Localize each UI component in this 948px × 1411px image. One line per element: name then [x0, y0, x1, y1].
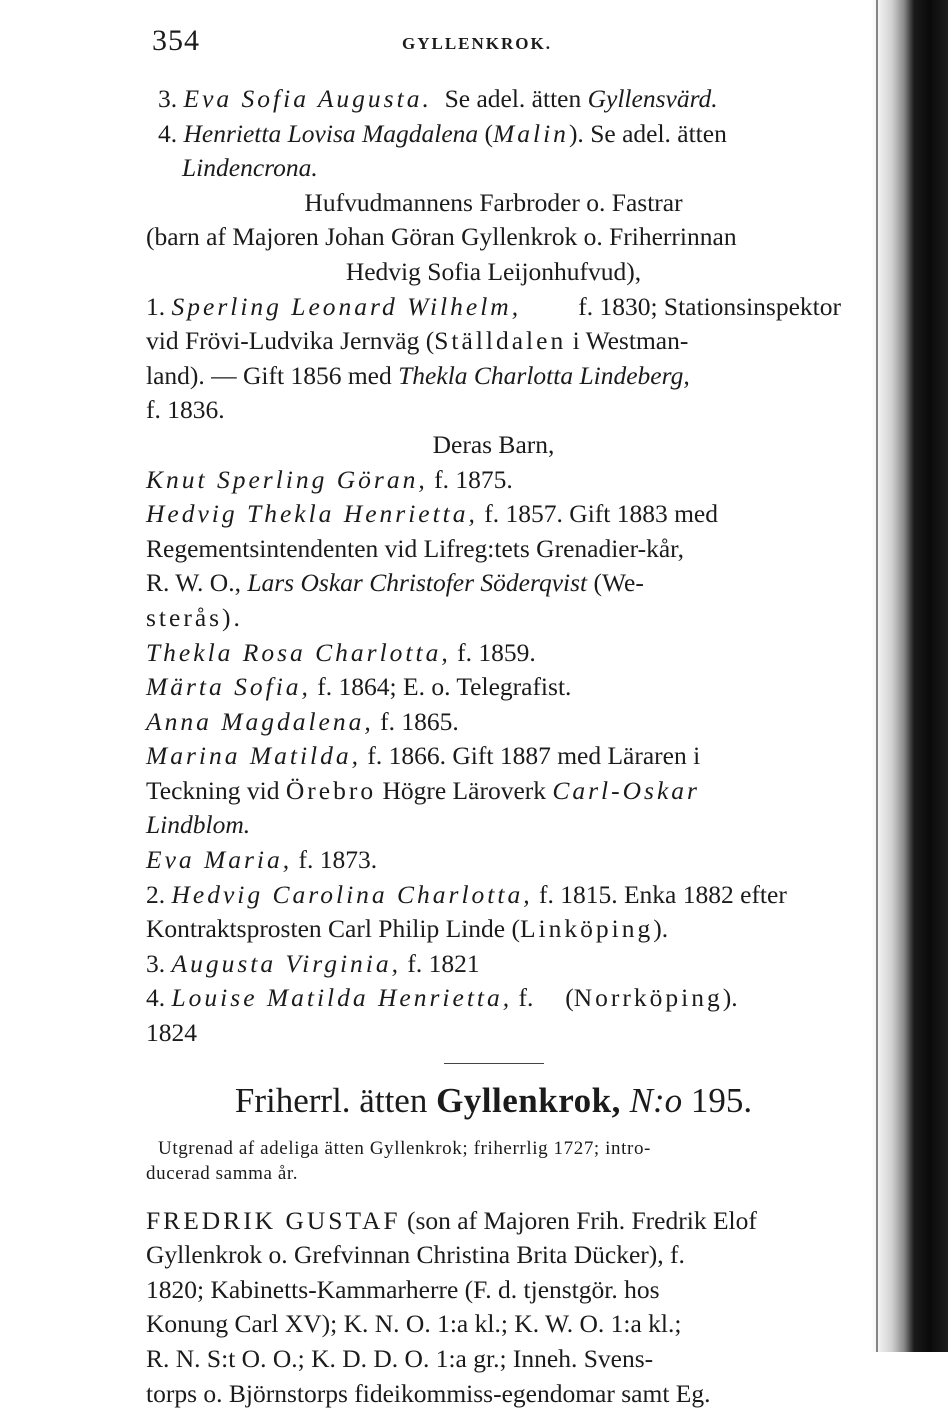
- entry-sperling-line2: [146, 324, 841, 359]
- page-body: [146, 82, 841, 1411]
- entry-fredrik: [146, 1204, 841, 1239]
- entry-sperling-line3: [146, 359, 841, 394]
- entry-henrietta: [146, 117, 841, 152]
- entry-number: 3.: [158, 84, 178, 113]
- section-title-number-label: N:o: [629, 1080, 683, 1120]
- entry-name: Eva Sofia Augusta.: [183, 84, 432, 113]
- section-subtitle: [146, 1136, 841, 1186]
- entry-text: land). — Gift 1856 med: [146, 360, 392, 390]
- child-place: Örebro: [285, 775, 377, 805]
- entry-name: Augusta Virginia,: [171, 948, 401, 978]
- paren-open: (: [484, 118, 494, 148]
- heading-text: Deras Barn,: [432, 429, 555, 459]
- entry-name: Sperling Leonard Wilhelm,: [171, 291, 522, 321]
- subtitle-line: ducerad samma år.: [146, 1162, 299, 1184]
- entry-text: R. N. S:t O. O.; K. D. D. O. 1:a gr.; Inneh. Svens-: [146, 1344, 654, 1373]
- entry-fredrik-line4: [146, 1307, 841, 1342]
- entry-text: f. 1830; Stationsinspektor: [578, 291, 841, 321]
- entry-louise-line2: [146, 1016, 841, 1051]
- child-hedvig-line4: [146, 601, 841, 636]
- page-number: 354: [152, 24, 200, 57]
- section-title-number: 195.: [690, 1080, 753, 1120]
- paren-close: ).: [568, 118, 584, 148]
- entry-spouse: Thekla Charlotta Lindeberg,: [398, 360, 690, 390]
- child-thekla: [146, 636, 841, 671]
- child-name: Anna Magdalena,: [146, 706, 374, 736]
- entry-text: 1824: [146, 1018, 197, 1048]
- child-anna: [146, 705, 841, 740]
- binding-shadow-line: [876, 0, 878, 1352]
- section-title: [146, 1078, 841, 1124]
- child-eva: [146, 843, 841, 878]
- child-text: f. 1859.: [457, 637, 536, 667]
- section-divider: [444, 1063, 544, 1064]
- child-hedvig-line2: [146, 532, 841, 567]
- heading-text: Hedvig Sofia Leijonhufvud),: [345, 256, 642, 286]
- heading-text: (barn af Majoren Johan Göran Gyllenkrok o. Friherrinnan: [146, 222, 737, 252]
- entry-reference: Lindencrona.: [182, 153, 318, 183]
- entry-place: Linköping: [519, 914, 654, 944]
- hufvud-line2: [146, 220, 841, 255]
- entry-text: f. 1821: [407, 948, 480, 978]
- entry-text: i Westman-: [572, 326, 689, 356]
- child-knut: [146, 463, 841, 498]
- child-text: f. 1864; E. o. Telegrafist.: [317, 672, 572, 702]
- child-name: Hedvig Thekla Henrietta,: [146, 499, 478, 529]
- entry-place: Norrköping: [573, 983, 723, 1013]
- paren-close: ).: [722, 983, 738, 1013]
- child-name: Marina Matilda,: [146, 741, 361, 771]
- entry-text: Se adel. ätten: [444, 84, 582, 113]
- paren-open: (: [565, 983, 574, 1013]
- child-spouse: Lindblom.: [146, 810, 251, 840]
- entry-text: 1820; Kabinetts-Kammarherre (F. d. tjenstgör. hos: [146, 1274, 660, 1304]
- child-name: Eva Maria,: [146, 845, 293, 875]
- child-name: Thekla Rosa Charlotta,: [146, 637, 451, 667]
- hufvud-line3: [146, 255, 841, 290]
- child-name: Märta Sofia,: [146, 672, 311, 702]
- child-text: Regementsintendenten vid Lifreg:tets Grenadier-kår,: [146, 533, 685, 563]
- entry-text: ).: [653, 914, 669, 944]
- child-text: f. 1873.: [298, 845, 378, 875]
- deras-barn-heading: [146, 428, 841, 463]
- child-text: (We-: [593, 568, 644, 598]
- entry-reference: Gyllensvärd.: [587, 84, 718, 113]
- entry-text: Se adel. ätten: [590, 118, 727, 148]
- entry-text: Kontraktsprosten Carl Philip Linde (: [146, 914, 520, 944]
- child-spouse: Lars Oskar Christofer Söderqvist: [247, 568, 588, 598]
- entry-number: 1.: [146, 291, 166, 321]
- child-text: f. 1866. Gift 1887 med Läraren i: [367, 741, 701, 771]
- entry-fredrik-line3: [146, 1273, 841, 1308]
- entry-louise: [146, 981, 841, 1016]
- section-title-part: Friherrl. ätten: [234, 1080, 428, 1120]
- entry-number: 4.: [158, 118, 178, 148]
- entry-place: Ställdalen: [434, 326, 567, 356]
- entry-sperling: [146, 290, 841, 325]
- book-binding-edge: [870, 0, 948, 1352]
- child-text: f. 1865.: [380, 706, 459, 736]
- entry-text: Konung Carl XV); K. N. O. 1:a kl.; K. W. O. 1:a kl.;: [146, 1309, 682, 1339]
- child-marina-line2: [146, 774, 841, 809]
- child-marina-line3: [146, 808, 841, 843]
- entry-text: f.: [518, 983, 534, 1013]
- child-hedvig-line3: [146, 566, 841, 601]
- entry-number: 3.: [146, 948, 166, 978]
- child-marina: [146, 739, 841, 774]
- entry-fredrik-line6: [146, 1377, 841, 1411]
- child-text: f. 1857. Gift 1883 med: [484, 499, 719, 529]
- entry-text: torps o. Björnstorps fideikommiss-egendomar samt Eg.: [146, 1378, 711, 1408]
- child-text: R. W. O.,: [146, 568, 241, 598]
- entry-fredrik-line5: [146, 1342, 841, 1377]
- running-head: GYLLENKROK.: [402, 34, 552, 53]
- subtitle-line: Utgrenad af adeliga ätten Gyllenkrok; friherrlig 1727; intro-: [158, 1137, 651, 1159]
- hufvud-heading: [146, 186, 841, 221]
- entry-number: 2.: [146, 879, 166, 909]
- entry-augusta: [146, 947, 841, 982]
- section-title-family: Gyllenkrok,: [436, 1080, 621, 1120]
- entry-text: vid Frövi-Ludvika Jernväg (: [146, 326, 435, 356]
- child-text: Teckning vid: [146, 775, 280, 805]
- child-text: f. 1875.: [434, 464, 513, 494]
- entry-eva-sofia: [146, 82, 841, 117]
- entry-name: Hedvig Carolina Charlotta,: [171, 879, 533, 909]
- child-place: sterås).: [146, 602, 243, 632]
- entry-hedvig-carolina-line2: [146, 912, 841, 947]
- entry-name: Louise Matilda Henrietta,: [171, 983, 513, 1013]
- entry-name: Henrietta Lovisa Magdalena: [183, 118, 479, 148]
- child-name: Knut Sperling Göran,: [146, 464, 428, 494]
- child-marta: [146, 670, 841, 705]
- entry-number: 4.: [146, 983, 166, 1013]
- entry-text: (son af Majoren Frih. Fredrik Elof: [407, 1205, 757, 1235]
- entry-hedvig-carolina: [146, 878, 841, 913]
- heading-text: Hufvudmannens Farbroder o. Fastrar: [304, 187, 683, 217]
- entry-sperling-line4: [146, 393, 841, 428]
- entry-name: FREDRIK GUSTAF: [146, 1205, 401, 1235]
- child-hedvig: [146, 497, 841, 532]
- entry-text: Gyllenkrok o. Grefvinnan Christina Brita Dücker), f.: [146, 1240, 685, 1270]
- entry-henrietta-line2: [146, 151, 841, 186]
- child-spouse: Carl-Oskar: [552, 775, 700, 805]
- entry-fredrik-line2: [146, 1238, 841, 1273]
- entry-text: f. 1836.: [146, 395, 225, 425]
- entry-nickname: Malin: [493, 118, 569, 148]
- child-text: Högre Läroverk: [382, 775, 546, 805]
- page-header: [152, 24, 852, 64]
- entry-text: f. 1815. Enka 1882 efter: [538, 879, 787, 909]
